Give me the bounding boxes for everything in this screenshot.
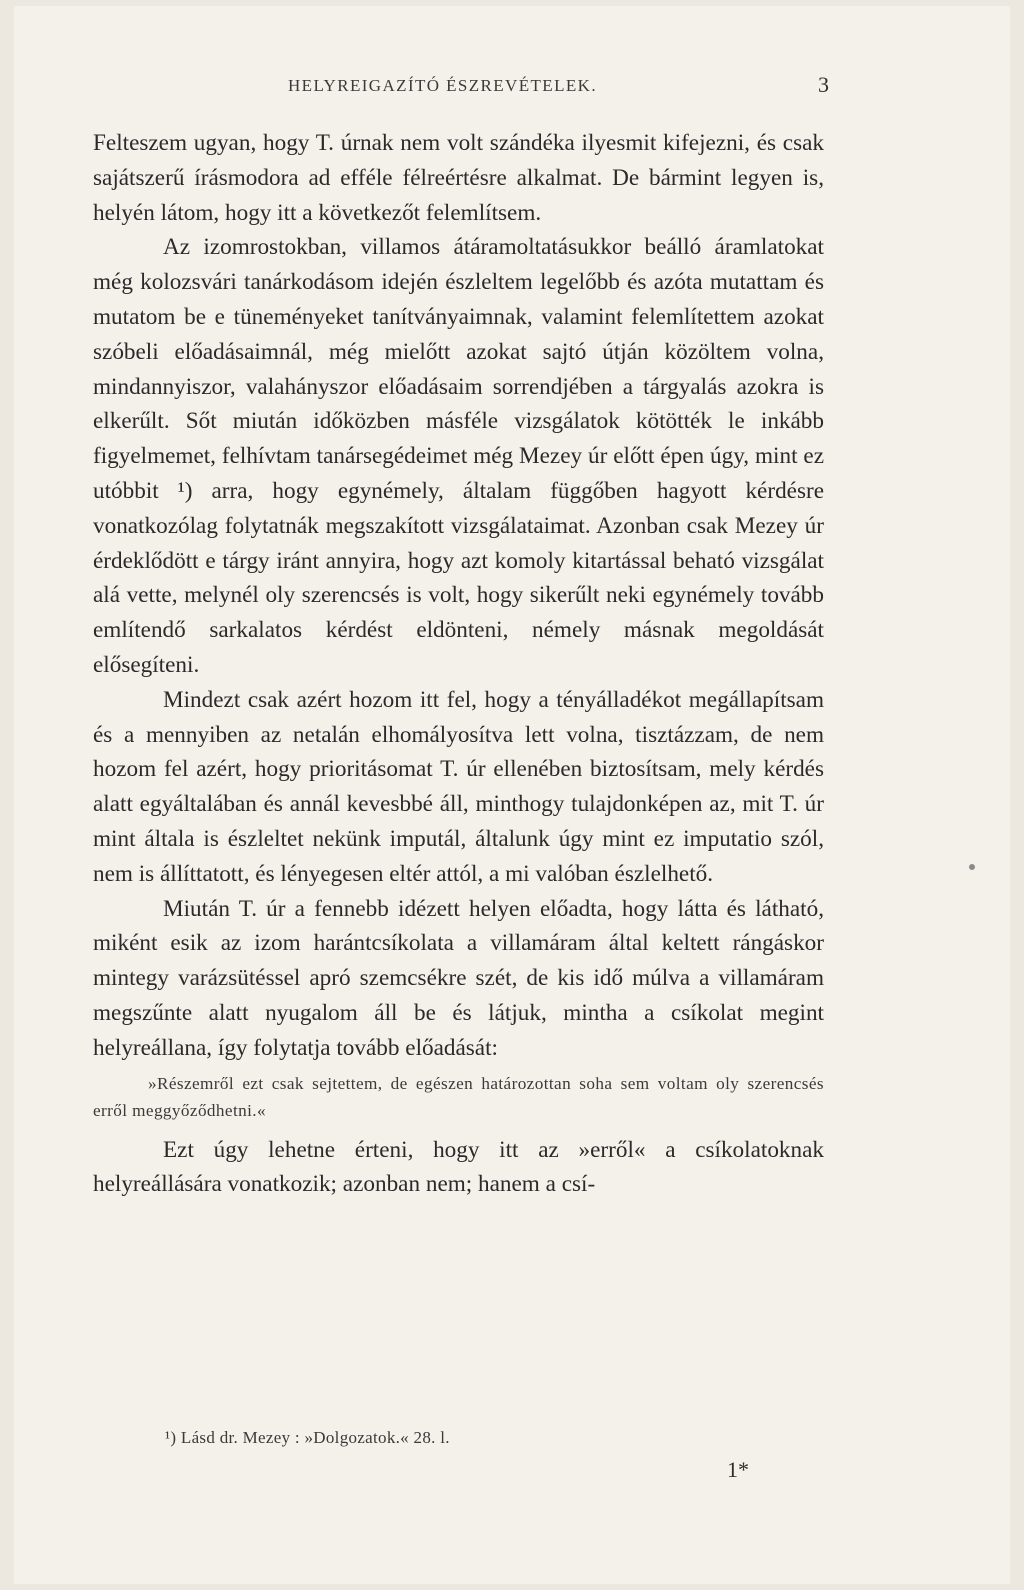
paragraph-4: Miután T. úr a fennebb idézett helyen előadta, hogy látta és látható, miként esik az izom harántcsíkolata a villamáram által keltett rángáskor mintegy varázsütéssel apró szemcsékre szét, de kis idő múlva a villamáram megszűnte alatt nyugalom áll be és látjuk, mintha a csíkolat megint helyreállana, így folytatja tovább előadását: (93, 895, 824, 1061)
paragraph-5: Ezt úgy lehetne érteni, hogy itt az »erről« a csíkolatoknak helyreállására vonatkozik; azonban nem; hanem a csí- (93, 1136, 824, 1198)
main-text (93, 126, 824, 1202)
paragraph-1: Felteszem ugyan, hogy T. úrnak nem volt szándéka ilyesmit kifejezni, és csak sajátszerű írásmodora ad efféle félreértésre alkalmat. De bármint legyen is, helyén látom, hogy itt a következőt felemlítsem. (93, 130, 824, 226)
page-number: 3 (818, 72, 829, 97)
signature-mark: 1* (727, 1457, 749, 1482)
paragraph-3: Mindezt csak azért hozom itt fel, hogy a tényálladékot megállapítsam és a mennyiben az netalán elhomályosítva lett volna, tisztázzam, de nem hozom fel azért, hogy prioritásomat T. úr ellenében biztosítsam, mely kérdés alatt egyáltalában és annál kevesbbé áll, minthogy tulajdonképen az, mit T. úr mint általa is észleltet nekünk imputál, általunk úgy mint ez imputatio szól, nem is állíttatott, és lényegesen eltér attól, a mi valóban észlelhető. (93, 686, 824, 887)
block-quote: »Részemről ezt csak sejtettem, de egészen határozottan soha sem voltam oly szerencsés erről meggyőződhetni.« (93, 1073, 824, 1120)
running-title: HELYREIGAZÍTÓ ÉSZREVÉTELEK. (288, 76, 597, 95)
footnote: ¹) Lásd dr. Mezey : »Dolgozatok.« 28. l. (165, 1428, 450, 1447)
ink-speck (969, 864, 975, 870)
paragraph-2: Az izomrostokban, villamos átáramoltatásukkor beálló áramlatokat még kolozsvári tanárkodásom idején észleltem legelőbb és azóta mutattam és mutatom be e tüneményeket tanítványaimnak, valamint felemlítettem azokat szóbeli előadásaimnál, még mielőtt azokat sajtó útján közöltem volna, mindannyiszor, valahányszor előadásaim sorrendjében a tárgyalás azokra is elkerűlt. Sőt miután időközben másféle vizsgálatok kötötték le inkább figyelmemet, felhívtam tanársegédeimet még Mezey úr előtt épen úgy, mint ez utóbbit ¹) arra, hogy egynémely, általam függőben hagyott kérdésre vonatkozólag folytatnák megszakított vizsgálataimat. Azonban csak Mezey úr érdeklődött e tárgy iránt annyira, hogy azt komoly kitartással beható vizsgálat alá vette, melynél oly szerencsés is volt, hogy sikerűlt neki egynémely tovább említendő sarkalatos kérdést eldönteni, némely másnak megoldását elősegíteni. (93, 234, 824, 678)
